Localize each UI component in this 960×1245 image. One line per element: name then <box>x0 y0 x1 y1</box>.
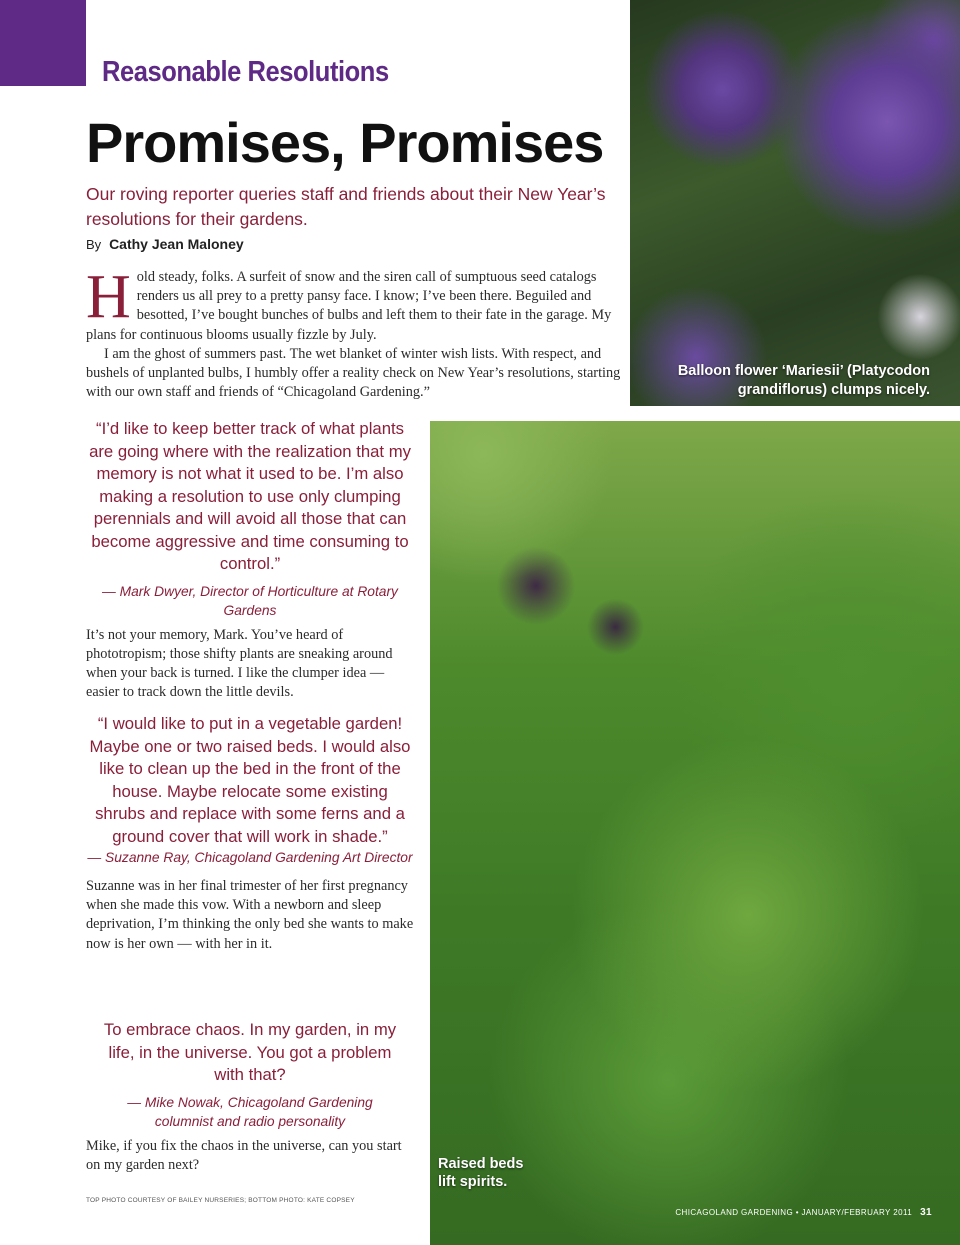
quote-block-3 <box>86 1019 414 1175</box>
quote-block-1 <box>86 418 414 702</box>
author-name: Cathy Jean Maloney <box>109 236 244 252</box>
corner-color-block <box>0 0 86 86</box>
caption-top-line-1: Balloon flower ‘Mariesii’ (Platycodon <box>677 363 930 379</box>
photo-credit: TOP PHOTO COURTESY OF BAILEY NURSERIES; BOTTOM PHOTO: KATE COPSEY <box>86 1197 355 1204</box>
balloon-flower-photo <box>630 0 960 406</box>
pull-quote: “I would like to put in a vegetable garden! Maybe one or two raised beds. I would also like to clean up the bed in the front of the house. Maybe relocate some existing shrubs and replace with some ferns and a ground cover that will work in shade.” <box>89 714 411 846</box>
page-folio <box>675 1207 932 1218</box>
photo-caption-top <box>678 362 930 400</box>
quote-attribution: — Mark Dwyer, Director of Horticulture at Rotary Gardens <box>102 583 398 618</box>
response-paragraph: It’s not your memory, Mark. You’ve heard of phototropism; those shifty plants are sneaking around when your back is turned. I like the clumper idea — easier to track down the little devils. <box>86 626 393 701</box>
quote-attribution: — Mike Nowak, Chicagoland Gardening columnist and radio personality <box>127 1094 373 1129</box>
section-kicker: Reasonable Resolutions <box>102 56 389 88</box>
quote-block-2 <box>86 713 414 954</box>
quote-attribution: — Suzanne Ray, Chicagoland Gardening Art Director <box>87 850 413 865</box>
raised-beds-photo <box>430 421 960 1245</box>
byline-prefix: By <box>86 237 102 252</box>
drop-cap: H <box>86 263 131 331</box>
caption-top-line-2: grandiflorus) clumps nicely. <box>737 382 930 398</box>
article-dek: Our roving reporter queries staff and friends about their New Year’s resolutions for their gardens. <box>86 184 606 229</box>
pull-quote: “I’d like to keep better track of what plants are going where with the realization that my memory is not what it used to be. I’m also making a resolution to use only clumping perennials and will avoid all those that can become aggressive and time consuming to control.” <box>89 419 411 573</box>
page-number: 31 <box>920 1207 932 1218</box>
intro-text <box>86 263 622 402</box>
response-paragraph: Mike, if you fix the chaos in the universe, can you start on my garden next? <box>86 1137 402 1173</box>
byline <box>86 236 244 252</box>
photo-caption-bottom: Raised beds lift spirits. <box>438 1156 524 1190</box>
article-headline: Promises, Promises <box>86 111 604 174</box>
pull-quote: To embrace chaos. In my garden, in my life, in the universe. You got a problem with that? <box>103 1020 397 1084</box>
intro-paragraph-2: I am the ghost of summers past. The wet blanket of winter wish lists. With respect, and bushels of unplanted bulbs, I humbly offer a reality check on New Year’s resolutions, starting with our own staff and friends of “Chicagoland Gardening.” <box>86 345 621 401</box>
folio-text: CHICAGOLAND GARDENING • JANUARY/FEBRUARY 2011 <box>675 1208 913 1217</box>
intro-paragraph-1: old steady, folks. A surfeit of snow and the siren call of sumptuous seed catalogs renders us all prey to a pretty pansy face. I know; I’ve been there. Beguiled and besotted, I’ve bought bunches of bulbs and left them to their fate in the garage. My plans for continuous blooms usually fizzle by July. <box>86 269 612 343</box>
response-paragraph: Suzanne was in her final trimester of her first pregnancy when she made this vow. With a newborn and sleep deprivation, I’m thinking the only bed she wants to make now is her own — with her in it. <box>86 878 414 952</box>
